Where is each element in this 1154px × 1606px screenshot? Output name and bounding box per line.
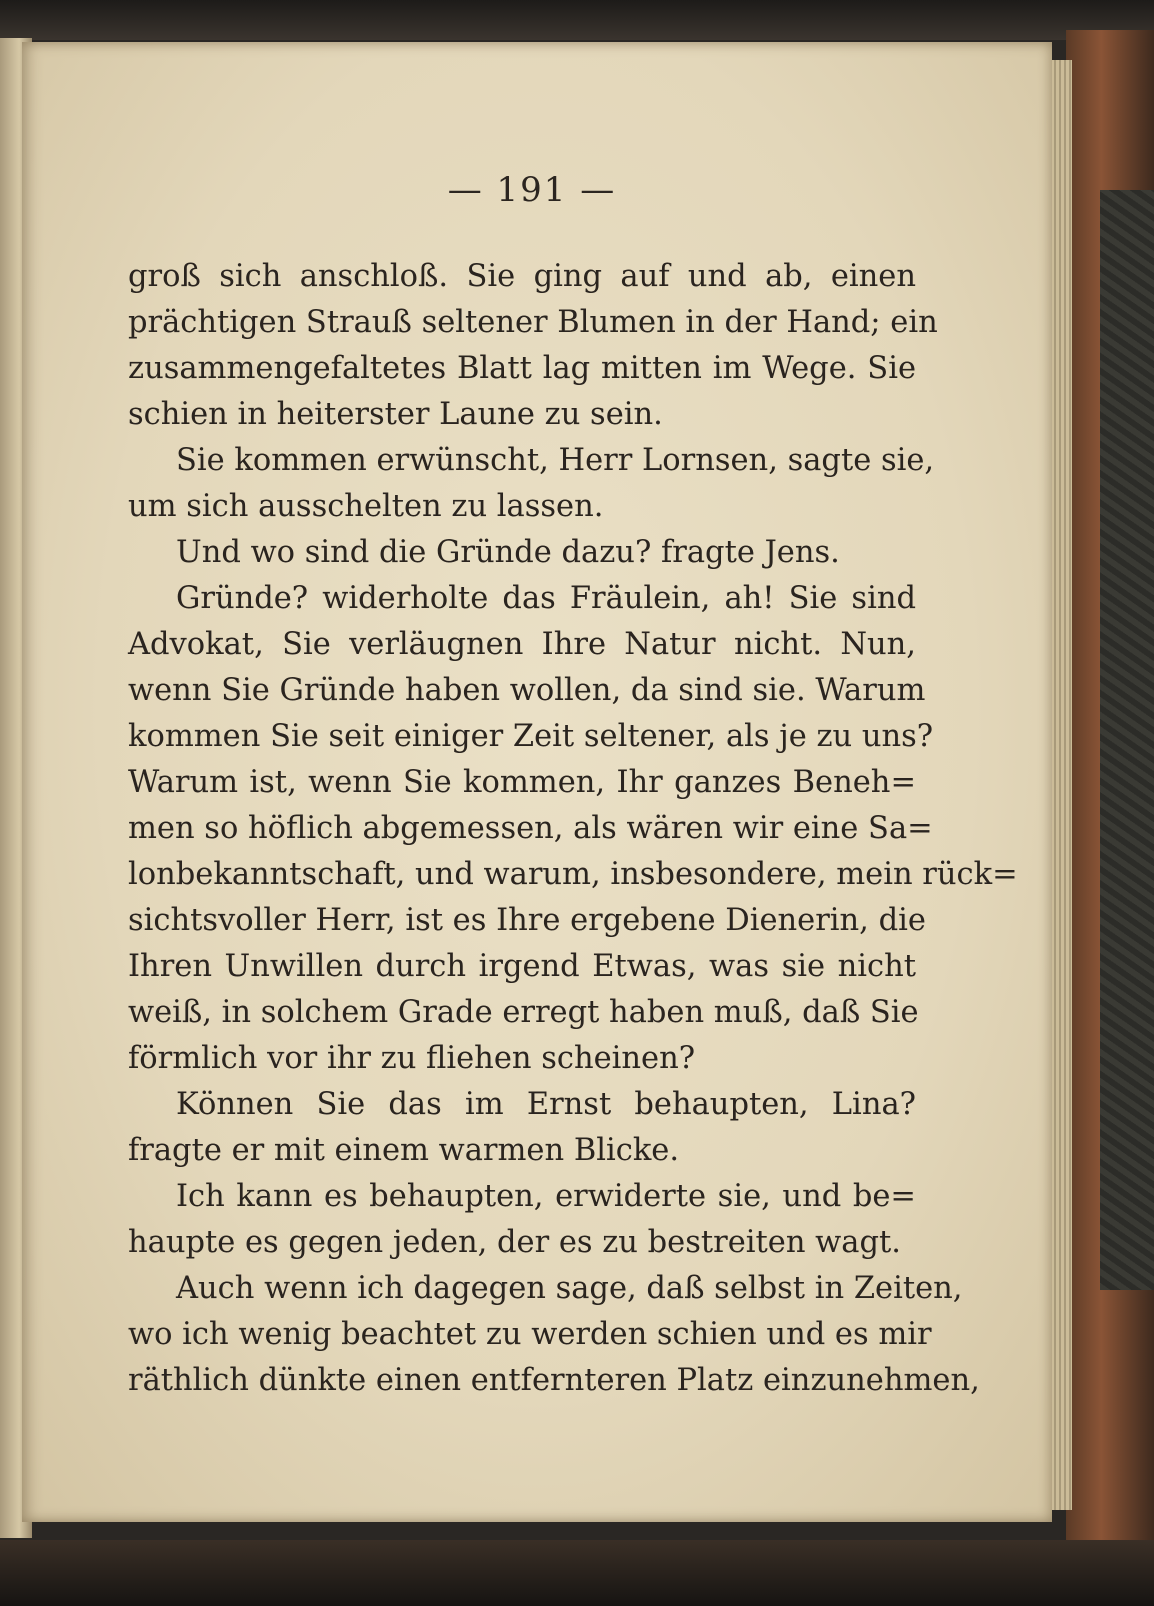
text-line: sichtsvoller Herr, ist es Ihre ergebene Dienerin, die: [128, 903, 926, 938]
text-line: fragte er mit einem warmen Blicke.: [128, 1133, 680, 1168]
text-line: um sich ausschelten zu lassen.: [128, 489, 604, 524]
text-line: Ihren Unwillen durch irgend Etwas, was sie nicht: [128, 949, 916, 984]
text-line: kommen Sie seit einiger Zeit seltener, als je zu uns?: [128, 719, 934, 754]
text-line: Warum ist, wenn Sie kommen, Ihr ganzes Beneh=: [128, 765, 916, 800]
text-line: wo ich wenig beachtet zu werden schien und es mir: [128, 1317, 932, 1352]
text-line: Können Sie das im Ernst behaupten, Lina?: [176, 1087, 916, 1122]
text-line: förmlich vor ihr zu fliehen scheinen?: [128, 1041, 696, 1076]
text-line: men so höflich abgemessen, als wären wir eine Sa=: [128, 811, 933, 846]
text-line: wenn Sie Gründe haben wollen, da sind sie. Warum: [128, 673, 926, 708]
text-line: lonbekanntschaft, und warum, insbesondere, mein rück=: [128, 857, 1018, 892]
text-line: Advokat, Sie verläugnen Ihre Natur nicht. Nun,: [128, 627, 916, 662]
text-line: Gründe? widerholte das Fräulein, ah! Sie sind: [176, 581, 916, 616]
text-line: Ich kann es behaupten, erwiderte sie, und be=: [176, 1179, 916, 1214]
text-line: Sie kommen erwünscht, Herr Lornsen, sagte sie,: [176, 443, 935, 478]
text-line: räthlich dünkte einen entfernteren Platz einzunehmen,: [128, 1363, 980, 1398]
cover-marbled-paper: [1100, 190, 1154, 1290]
text-line: haupte es gegen jeden, der es zu bestreiten wagt.: [128, 1225, 901, 1260]
text-line: Und wo sind die Gründe dazu? fragte Jens.: [176, 535, 840, 570]
text-line: Auch wenn ich dagegen sage, daß selbst in Zeiten,: [176, 1271, 963, 1306]
text-line: prächtigen Strauß seltener Blumen in der Hand; ein: [128, 305, 938, 340]
text-line: zusammengefaltetes Blatt lag mitten im Wege. Sie: [128, 351, 916, 386]
text-line: schien in heiterster Laune zu sein.: [128, 397, 663, 432]
page-text: [128, 254, 1018, 1404]
page-number: — 191 —: [447, 170, 617, 210]
scan-background-top: [0, 0, 1154, 40]
text-line: weiß, in solchem Grade erregt haben muß, daß Sie: [128, 995, 919, 1030]
scan-background-bottom: [0, 1540, 1154, 1606]
book-page: [22, 42, 1052, 1522]
text-line: groß sich anschloß. Sie ging auf und ab, einen: [128, 259, 916, 294]
